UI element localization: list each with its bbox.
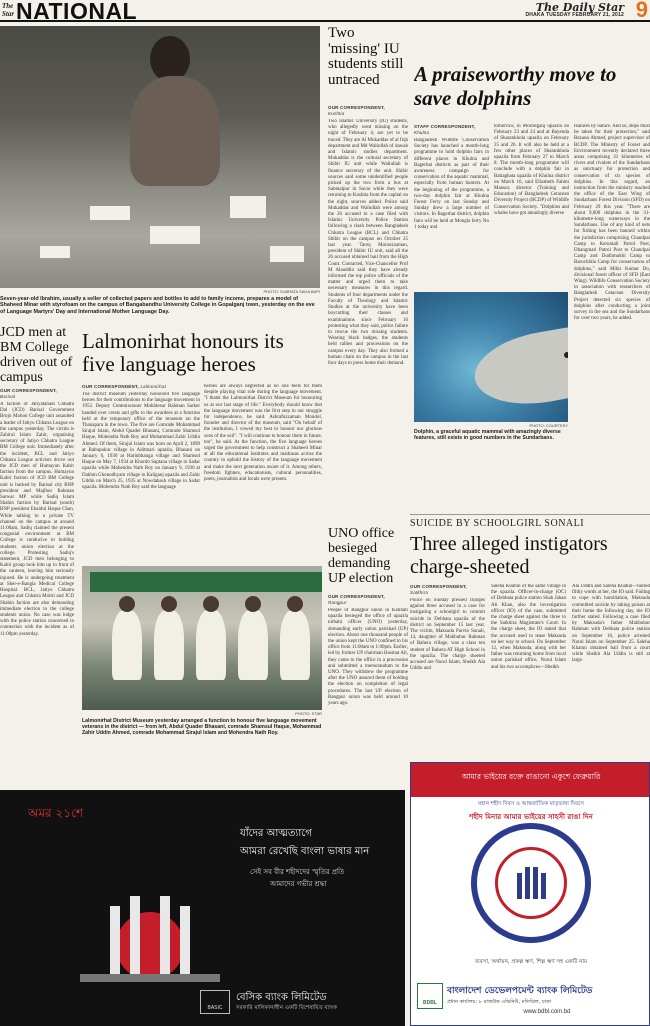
jcd-body: A faction of Jatiyatabadi Chhatra Dal (JCD) Barisal Government Brojo Mohon College unit assaulted a leader of Jatiyo Chhatra League on the campus yesterday. The victim is Zahirul Islam Zahir, organising secretary of Jatiyo Chhatra League BM College unit. Immediately after the incident, BCL and Jatiyo Chhatra League activists drove out the JCD men of Humayun Kabir faction from the campus. Humayun Kabir faction of JCD BM College unit is backed by Barisal city BNP president and Majibur Rahman Sarwar MP while Sadiq Islam Shahin faction by Barisal (south) BNP president Ebaidul Haque Chan. While talking to a private TV channel on the campus at around 11:00am, Sadiq claimed the present congenial environment at BM College is conducive to holding students union election at the college. Protesting Sadiq's statement, JCD men belonging to Kabir group took him up in front of the canteen, leaving him seriously injured. He is undergoing treatment at Sher-e-Bangla Medical College Hospital. BCL, Jatiyo Chhatra League and Chhatra Moitri and JCD Shahin faction are also demanding immediate election to the college students union. No case was lodge with the police station concerned in connection with the incident as of 11:00pm yesterday. <box>0 402 74 637</box>
bdbl-logo: BDBL <box>417 983 443 1009</box>
lalmonirhat-byline: OUR CORRESPONDENT, <box>82 384 139 389</box>
paper-name: The Daily Star <box>535 1 624 14</box>
jcd-byline: OUR CORRESPONDENT, <box>0 388 57 393</box>
uno-body: People of Rangpur union in Kalihati upazila besieged the office of upazila nirbahi officer (UNO) yesterday, demanding early union parishad (UP) election. About one thousand people of the union kept the UNO confined to his office from 11:00am to 1:00pm. Earlier, led by former UP chairman Hasmat Ali, they came to the office in a procession and submitted a memorandum to the UNO. They withdrew the programme after the UNO assured them of holding the election on completion of legal procedures. The last UP election of Rangpur union was held around 10 years ago. <box>328 608 408 707</box>
ad-line1: যাঁদের আত্মত্যাগে <box>240 828 312 839</box>
shaheed-minar-icon <box>511 863 551 903</box>
jcd-headline: JCD men at BM College driven out of campus <box>0 325 73 385</box>
sonali-col2: Saleha Khatun of the same village in the upazila. Officer-in-charge (OC) of Debhata police station Shah Jahan Ali Khan, also the investigation officer (IO) of the case, submitted the charge sheet against the three to the Satkhira Magistrate's Court. In the charge sheet, the IO stated that the accused used to tease Maksuda on her way to school. On September 12, when Maksuda, along with her father was returning home from local union parishad office, Nurul Islam and his two accomplices—Sheikh <box>491 584 566 670</box>
ad-line3: সেই সব বীর শহীদদের স্মৃতির প্রতি <box>250 868 345 876</box>
star-logo: The Star <box>2 2 15 18</box>
masthead <box>0 0 650 22</box>
lalmonirhat-headline: Lalmonirhat honours its five language heroes <box>82 330 284 376</box>
jcd-location: Barisal <box>0 394 16 399</box>
banner-figure <box>90 572 322 592</box>
divider <box>410 514 650 515</box>
lalmonirhat-col2: heroes are always neglected as no one feels for them despite playing vital role during the language movement. "I thank the Lalmonirhat District Museum for honouring us at our last stage of life." Everybody should know that the language movement was the first step in our struggle for independence, he said. Ashrafuzzaman Mondol, founder and director of the museum, said "On behalf of the institution, I vowed my best to honour our glorious sons of the soil". "I will continue to honour them in future, too", he said. At the function, the five language heroes urged the government to help construct a Shaheed Minar at all the educational institutes and madrasas across the country to uphold the history of the language movement and make the next generation aware of it. Among others, freedom fighters, educationists, cultural personalities, poets, journalists and locals were present. <box>204 384 322 483</box>
basic-bank-ad <box>0 790 405 1026</box>
ad-line2: আমরা রেখেছি বাংলা ভাষার মান <box>240 846 370 857</box>
page-number: 9 <box>635 0 648 22</box>
bdbl-foot1: ব্যবসা, অর্থায়ন, প্রকল্প ঋণ, শিল্প ঋণ সহ একটি নাম <box>474 959 588 965</box>
ekushe-logo: অমর ২১শে <box>28 806 84 820</box>
sonali-kicker: SUICIDE BY SCHOOLGIRL SONALI <box>410 518 585 529</box>
dolphin-byline: STAFF CORRESPONDENT, <box>414 124 476 129</box>
uno-byline: OUR CORRESPONDENT, <box>328 594 385 599</box>
bdbl-ad <box>410 762 650 1026</box>
bdbl-sub2: শহীদ মিনার আমার ভাইয়ের সাহসী রাঙা দিন <box>469 813 593 821</box>
photo-caption: Seven-year-old Ibrahim, usually a seller of collected papers and bottles to add to family income, prepares a model of Shaheed Minar with styrofoam on the campus of Bangabandhu University College in Gopalganj town, yesterday on the eve of Language Martyrs' Day and International Mother Language Day. <box>0 296 315 315</box>
iu-location: Kushtia <box>328 111 345 116</box>
dolphin-col3: features by nature. And so, steps must be taken for their protection," said Rezaun Ahmed, project supervisor of BCDP. The Ministry of Forest and Environment recently declared three areas comprising 31 kilometres of rivers and rivulets of the Sundarbans as sanctuary for protection and conservation of six species of dolphins. In this regard, an instruction from the ministry reached the office of the East Wing of Sundarbans Forest Division (SFD) on February 29 this year. "There are about 9,000 dolphins in the 31-kilometre-long waterways in the Sundarbans. Use of any kind of nets for fishing has been banned within the jurisdiction comprising Chandpai Camp to Keruntali Patrol Post, Dhangmari Patrol Post to Chandpai Camp and Dudhmukhi Camp to Barochhila Camp for conservation of dolphins," said Mihir Kumar Do, divisional forest officer of SFD (East Wing). Wildlife Conservation Society in association with researchers of Bangladesh Cetacean Diversity Project detected six species of dolphins after conducting a joint survey in the sea and the Sundarbans for over two years, he added. <box>574 124 650 322</box>
section-title: NATIONAL <box>16 0 138 22</box>
hero-figure <box>154 610 184 680</box>
bdbl-bank-name: বাংলাদেশ ডেভেলপমেন্ট ব্যাংক লিমিটেড <box>447 986 593 996</box>
iu-headline: Two 'missing' IU students still untraced <box>328 26 404 88</box>
uno-location: Rangpur <box>328 600 347 605</box>
bdbl-address: প্রধান কার্যালয়: ৮ রাজউক এভিনিউ, মতিঝিল, ঢাকা <box>447 999 552 1005</box>
sonali-col3: Ala Uddin and Saleha Khatun—hurled filthy words at her, the IO said. Failing to cope with humiliation, Maksuda committed suicide by taking poison at their home the following day, the IO further stated. Following a case filed by Maksuda's father Mahbubur Rahman with Debhata police station on September 16, police arrested Nurul Islam on September 25. Saleha Khatun obtained bail from a court while Sheikh Ala Uddin is still at large. <box>572 584 650 664</box>
dolphin-headline: A praiseworthy move to save dolphins <box>414 62 617 110</box>
basic-bank-sub: সরকারি মালিকানাধীন একটি বিশেষায়িত ব্যাংক <box>236 1005 338 1011</box>
bdbl-url-link[interactable]: www.bdbl.com.bd <box>523 1009 571 1015</box>
hero-figure <box>280 610 310 680</box>
ad-banner-band <box>411 763 649 797</box>
lalmonirhat-location: Lalmonirhat <box>140 384 167 389</box>
uno-headline: UNO office besieged demanding UP election <box>328 526 395 586</box>
dolphin-figure <box>469 320 568 413</box>
dolphin-caption: Dolphin, a graceful aquatic mammal with amazingly diverse features, still exists in good numbers in the Sundarbans. <box>414 429 561 442</box>
iu-byline: OUR CORRESPONDENT, <box>328 105 385 110</box>
heroes-caption: Lalmonirhat District Museum yesterday arranged a function to honour five language movement veterans in the district — from left, Abdul Quader Bhasani, comrade Shamsul Haque, Mohammad Zahir Uddin Ahmed, comrade Mohammad Sirajul Islam and Mohendra Nath Roy. <box>82 718 322 737</box>
hero-figure <box>238 610 268 680</box>
dolphin-col1: Bangladesh Wildlife Conservation Society has launched a month-long programme to hold dolphin fairs in different places in Khulna and Bagerhat districts as part of their awareness campaign for conservation of the aquatic mammal, especially from human hunters. At the beginning of the programme, a two-day dolphin fair at Khulna Forest Ferry on last Sunday and Sunday drew a large number of visitors. In Bagerhat district, dolphin fairs will be held at Mongla ferry No 1 today and <box>414 138 489 230</box>
sonali-headline: Three alleged instigators charge-sheeted <box>410 533 608 578</box>
dolphin-photo <box>414 292 568 422</box>
bdbl-sub1: মহান শহীদ দিবস ও আন্তর্জাতিক মাতৃভাষা দিবসে <box>478 801 584 807</box>
iu-body: Two Islamic University (IU) students, who allegedly went missing on the night of February 4, are yet to be traced. They are Al Mukaddas of al fiqh department and Md Waliullah of dawah and Islamic studies department. Mukaddas is the cultural secretary of Shibir IU unit while Waliullah is finance secretary of the unit. Shibir sources said some unidentified people picked up the two from a bus at Sabmalpur in Savar while they were returning to Kushtia from the capital on the night, sources added. Police said Mukaddas and Waliullah were among the 26 accused in a case filed with Islamic University Police Station following a clash between Bangladesh Chhatra League (BCL) and Chhatra Shibir on the campus on October 25 last year. Tareq Moinuzzaman, president of Shibir IU unit, said all the 26 accused obtained bail from the High Court. Contacted, Vice-Chancellor Prof M Alauddin said they have already informed the top police officials of the matter and urged them to take necessary measures in this regard. Students of four departments under the Faculty of Theology and Islamic Studies at the university have been boycotting their classes and examinations since February 16 protesting what they said, police failure to rescue the two missing students. Wearing black badges, the students held rallies and processions on the campus every day. They also formed a human chain on the campus in the last four days to press home their demand. <box>328 119 408 366</box>
lalmonirhat-col1: The district museum yesterday honoured five language heroes for their contributions to the language movement in 1952. Deputy Commissioner Mokhlesur Rahman Sarker handed over crests and gifts to the awardees at a function held at the temporary office of the museum on the Thanapara in the town. The five are Comrade Mohammad Sirajul Islam, Abdul Quader Bhasani, Comrade Shamsul Haque, Mohendra Nath Roy and Mohammad Zahir Uddin Ahmed. Of them, Sirajul Islam was born on April 2, 1899 at Babupukur village in Aditmari upazila, Bhasani on January 6, 1930 at Harinbhanga village and Shamsul Haque on May 7, 1934 at Khordo Saptana village in Sadar upazila while Mohendra Nath Roy on January 9, 1930 at Dakhin Ghonodhyam village in Kaliganj upazila and Zahir Uddin on March 25, 1935 at Nowdabash village in Sadar upazila. Mohendra Nath Roy said the language <box>82 392 200 491</box>
shaheed-minar-icon <box>60 886 240 986</box>
dolphin-col2: tomorrow, in Morrelganj upazila on February 23 and 24 and at Bayenda of Sharankhola upazila on February 25 and 26. It will also be held at a few other places of Sharankhola upazila from February 27 to March 8. The month-long programme will conclude with a dolphin fair in Batiaghata upazila of Khulna district on March 16, said Elizabeth Fahmi Mansur, director (Training and Education) of Bangladesh Cetacean Diversity Project (BCDP) of Wildlife Conservation Society. "Dolphins and whales have got amazingly diverse <box>494 124 569 216</box>
dateline: DHAKA TUESDAY FEBRUARY 21, 2012 <box>525 12 624 18</box>
heroes-photo-credit: PHOTO: STAR <box>295 711 322 716</box>
dolphin-location: Khulna <box>414 130 430 135</box>
sonali-location: Satkhira <box>410 590 429 595</box>
ad-line4: আমাদের গভীর শ্রদ্ধা <box>270 880 327 888</box>
language-heroes-photo <box>82 566 322 710</box>
sonali-col1: Police on Sunday pressed charges against three accused in a case for instigating a schoolgirl to commit suicide in Debhata upazila of the district on September 15 last year. The victim, Maksuda Parvin Sonali, 14, daughter of Mahbubur Rahman of Bahera village, was a class ten student of Bahera AT High School in the upazila. The charge sheeted accused are Nurul Islam, Sheikh Ala Uddin and <box>410 598 485 672</box>
basic-bank-name: বেসিক ব্যাংক লিমিটেড <box>236 992 327 1003</box>
basic-logo: BASIC <box>200 990 230 1014</box>
boy-shaheed-minar-photo <box>0 26 320 288</box>
hero-figure <box>196 610 226 680</box>
hero-figure <box>112 610 142 680</box>
dolphin-photo-credit: PHOTO: COURTESY <box>529 423 568 428</box>
sonali-byline: OUR CORRESPONDENT, <box>410 584 467 589</box>
bdbl-banner: আমার ভাইয়ের রক্তে রাঙানো একুশে ফেব্রুয়ারি <box>461 772 601 781</box>
photo-credit: PHOTO: SUBRATA SAHA BAPI <box>263 289 320 294</box>
